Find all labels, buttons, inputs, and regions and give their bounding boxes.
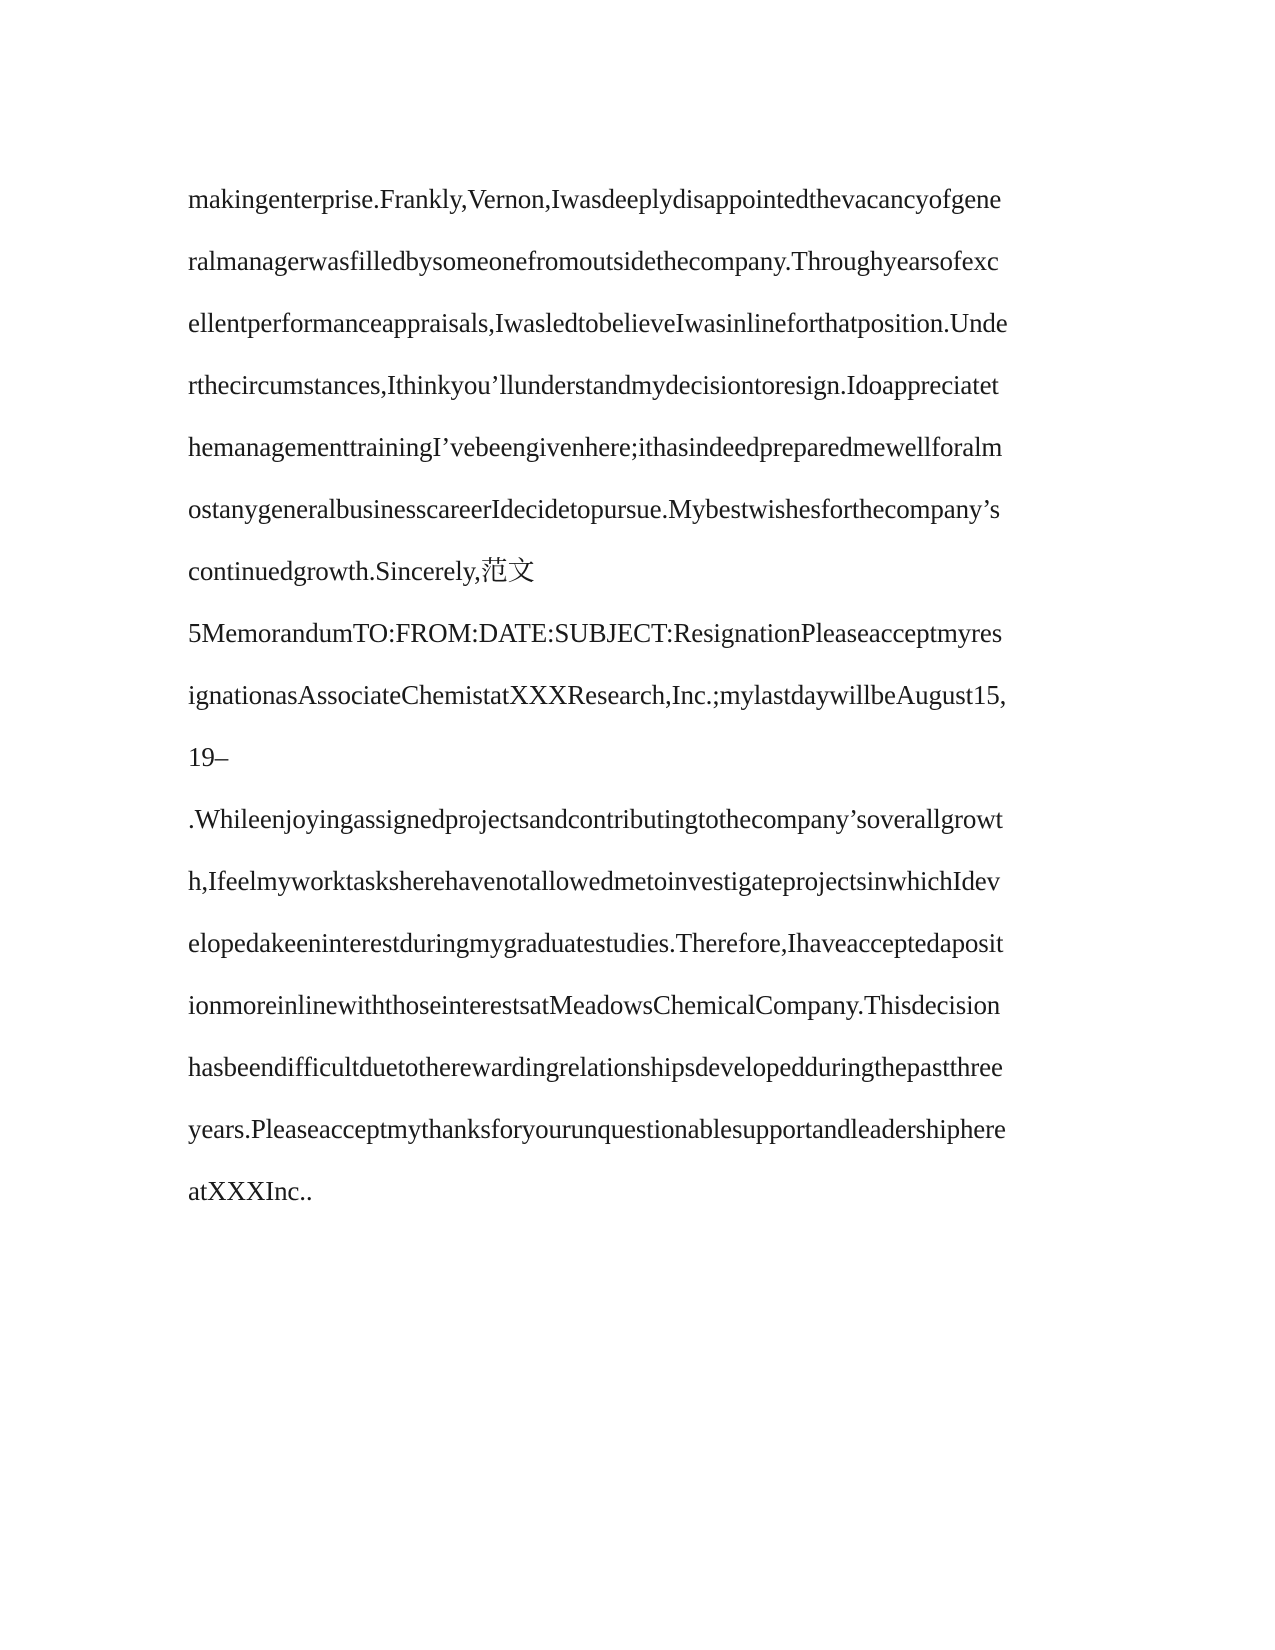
text-line: ostanygeneralbusinesscareerIdecidetopursue.Mybestwishesforthecompany’s	[188, 494, 1000, 524]
text-line: hasbeendifficultduetotherewardingrelationshipsdevelopedduringthepastthree	[188, 1052, 1003, 1082]
text-line: ellentperformanceappraisals,IwasledtobelieveIwasinlineforthatposition.Unde	[188, 308, 1008, 338]
text-line: elopedakeeninterestduringmygraduatestudies.Therefore,Ihaveacceptedaposit	[188, 928, 1004, 958]
text-line: 19–	[188, 742, 229, 772]
text-line: 5MemorandumTO:FROM:DATE:SUBJECT:ResignationPleaseacceptmyres	[188, 618, 1003, 648]
text-line: continuedgrowth.Sincerely,范文	[188, 556, 535, 586]
text-line: .Whileenjoyingassignedprojectsandcontributingtothecompany’soverallgrowt	[188, 804, 1003, 834]
text-line: ralmanagerwasfilledbysomeonefromoutsidethecompany.Throughyearsofexc	[188, 246, 999, 276]
text-line: makingenterprise.Frankly,Vernon,Iwasdeeplydisappointedthevacancyofgene	[188, 184, 1002, 214]
text-line: rthecircumstances,Ithinkyou’llunderstandmydecisiontoresign.Idoappreciatet	[188, 370, 999, 400]
text-line: ignationasAssociateChemistatXXXResearch,Inc.;mylastdaywillbeAugust15,	[188, 680, 1007, 710]
body-text	[188, 168, 1088, 1222]
text-line: atXXXInc..	[188, 1176, 313, 1206]
text-line: years.Pleaseacceptmythanksforyourunquestionablesupportandleadershiphere	[188, 1114, 1006, 1144]
text-line: h,IfeelmyworktasksherehavenotallowedmetoinvestigateprojectsinwhichIdev	[188, 866, 1000, 896]
text-line: ionmoreinlinewiththoseinterestsatMeadowsChemicalCompany.Thisdecision	[188, 990, 1001, 1020]
text-line: hemanagementtrainingI’vebeengivenhere;ithasindeedpreparedmewellforalm	[188, 432, 1003, 462]
